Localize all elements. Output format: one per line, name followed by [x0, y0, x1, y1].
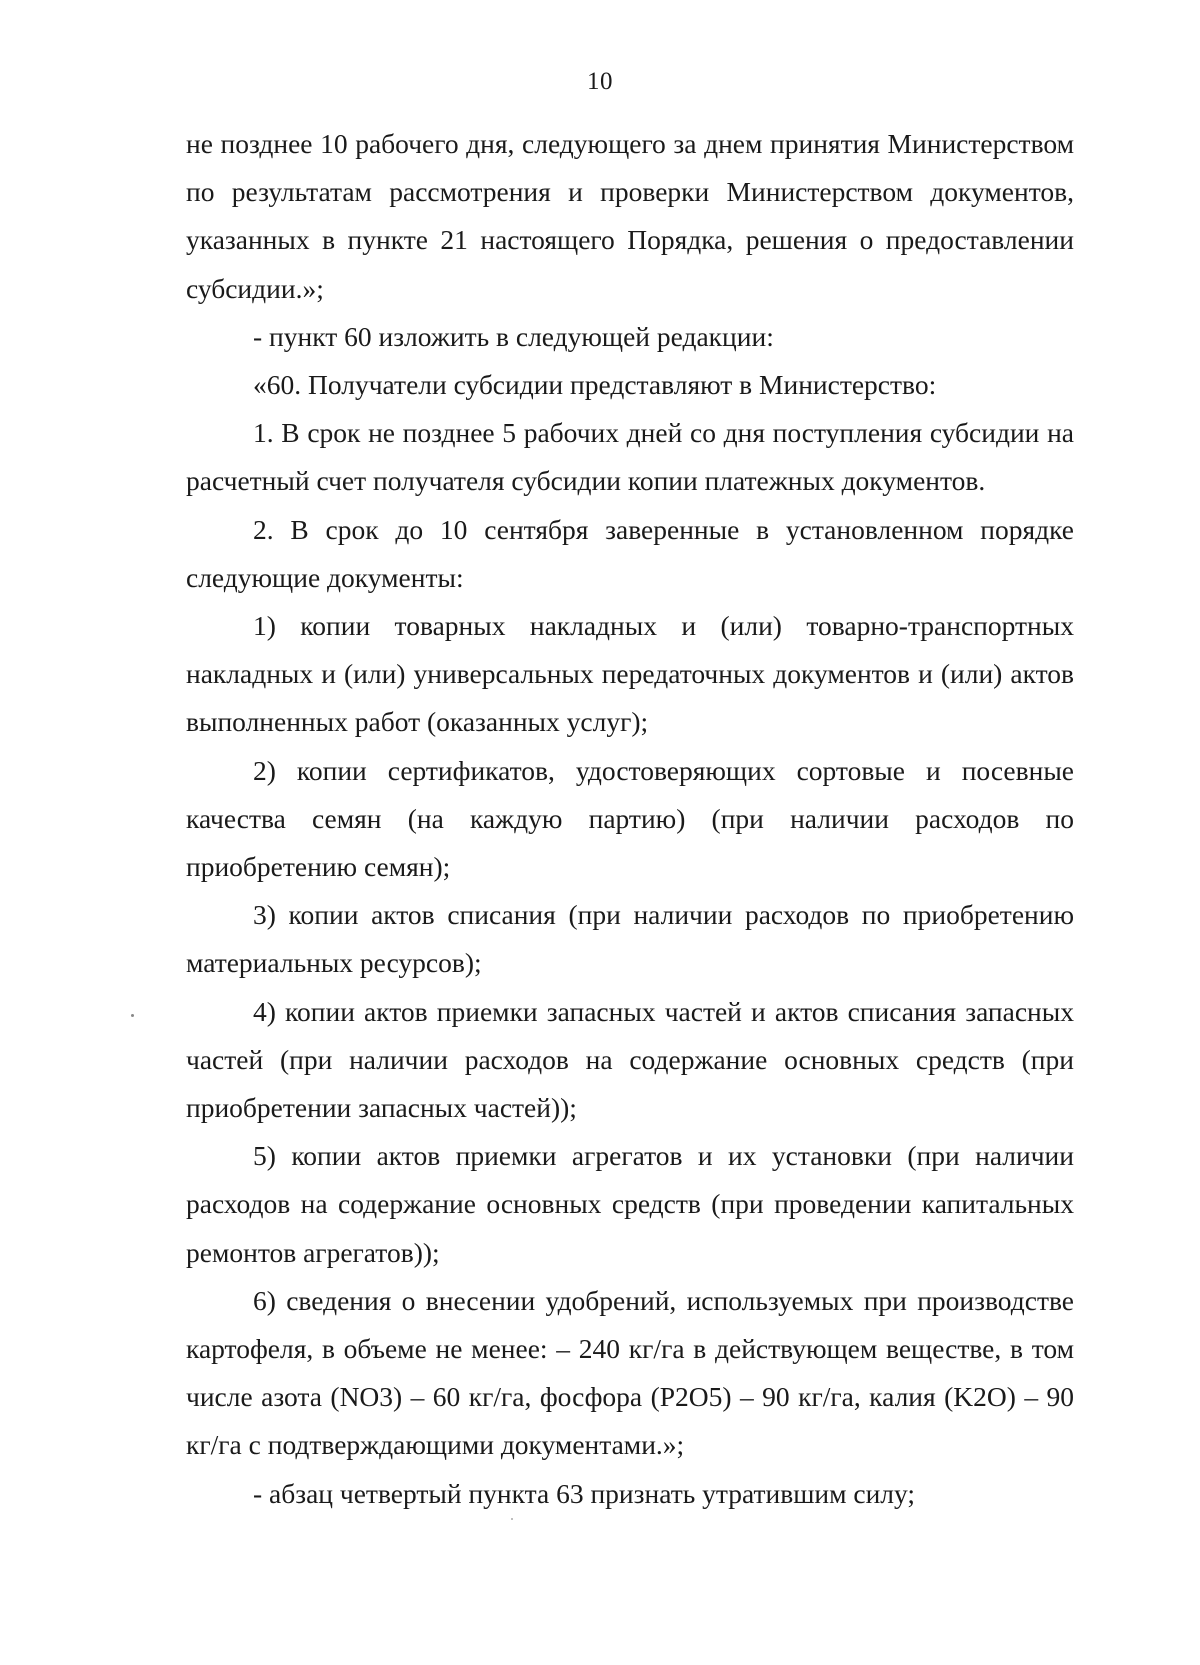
paragraph-amendment-63: - абзац четвертый пункта 63 признать утратившим силу; — [253, 1477, 916, 1509]
paragraph-item-2: 2. В срок до 10 сентября заверенные в установленном порядке следующие документы: — [186, 513, 1074, 593]
scan-speck — [131, 1014, 134, 1017]
document-body — [186, 120, 1074, 1518]
paragraph-subitem-1: 1) копии товарных накладных и (или) товарно-транспортных накладных и (или) универсальных передаточных документов и (или) актов выполненных работ (оказанных услуг); — [186, 610, 1074, 738]
paragraph-subitem-4: 4) копии актов приемки запасных частей и актов списания запасных частей (при наличии расходов на содержание основных средств (при приобретении запасных частей)); — [186, 995, 1074, 1124]
paragraph-item-1: 1. В срок не позднее 5 рабочих дней со дня поступления субсидии на расчетный счет получателя субсидии копии платежных документов. — [186, 417, 1074, 497]
paragraph-60-intro: «60. Получатели субсидии представляют в Министерство: — [253, 369, 937, 401]
paragraph-subitem-5: 5) копии актов приемки агрегатов и их установки (при наличии расходов на содержание основных средств (при проведении капитальных ремонтов агрегатов)); — [186, 1140, 1074, 1268]
paragraph-continuation: не позднее 10 рабочего дня, следующего за днем принятия Министерством по результатам рассмотрения и проверки Министерством документов, указанных в пункте 21 настоящего Порядка, решения о предоставлении субсидии.»; — [186, 128, 1074, 304]
paragraph-subitem-6: 6) сведения о внесении удобрений, используемых при производстве картофеля, в объеме не менее: – 240 кг/га в действующем веществе, в том числе азота (NO3) – 60 кг/га, фосфора (P2O5) – 90 кг/га, калия (K2O) – 90 кг/га с подтверждающими документами.»; — [186, 1284, 1074, 1461]
scan-speck — [511, 1518, 513, 1520]
paragraph-subitem-2: 2) копии сертификатов, удостоверяющих сортовые и посевные качества семян (на каждую партию) (при наличии расходов по приобретению семян); — [186, 754, 1074, 883]
page-number: 10 — [587, 68, 613, 95]
paragraph-subitem-3: 3) копии актов списания (при наличии расходов по приобретению материальных ресурсов); — [186, 899, 1074, 979]
paragraph-amendment-60: - пункт 60 изложить в следующей редакции: — [253, 320, 774, 352]
